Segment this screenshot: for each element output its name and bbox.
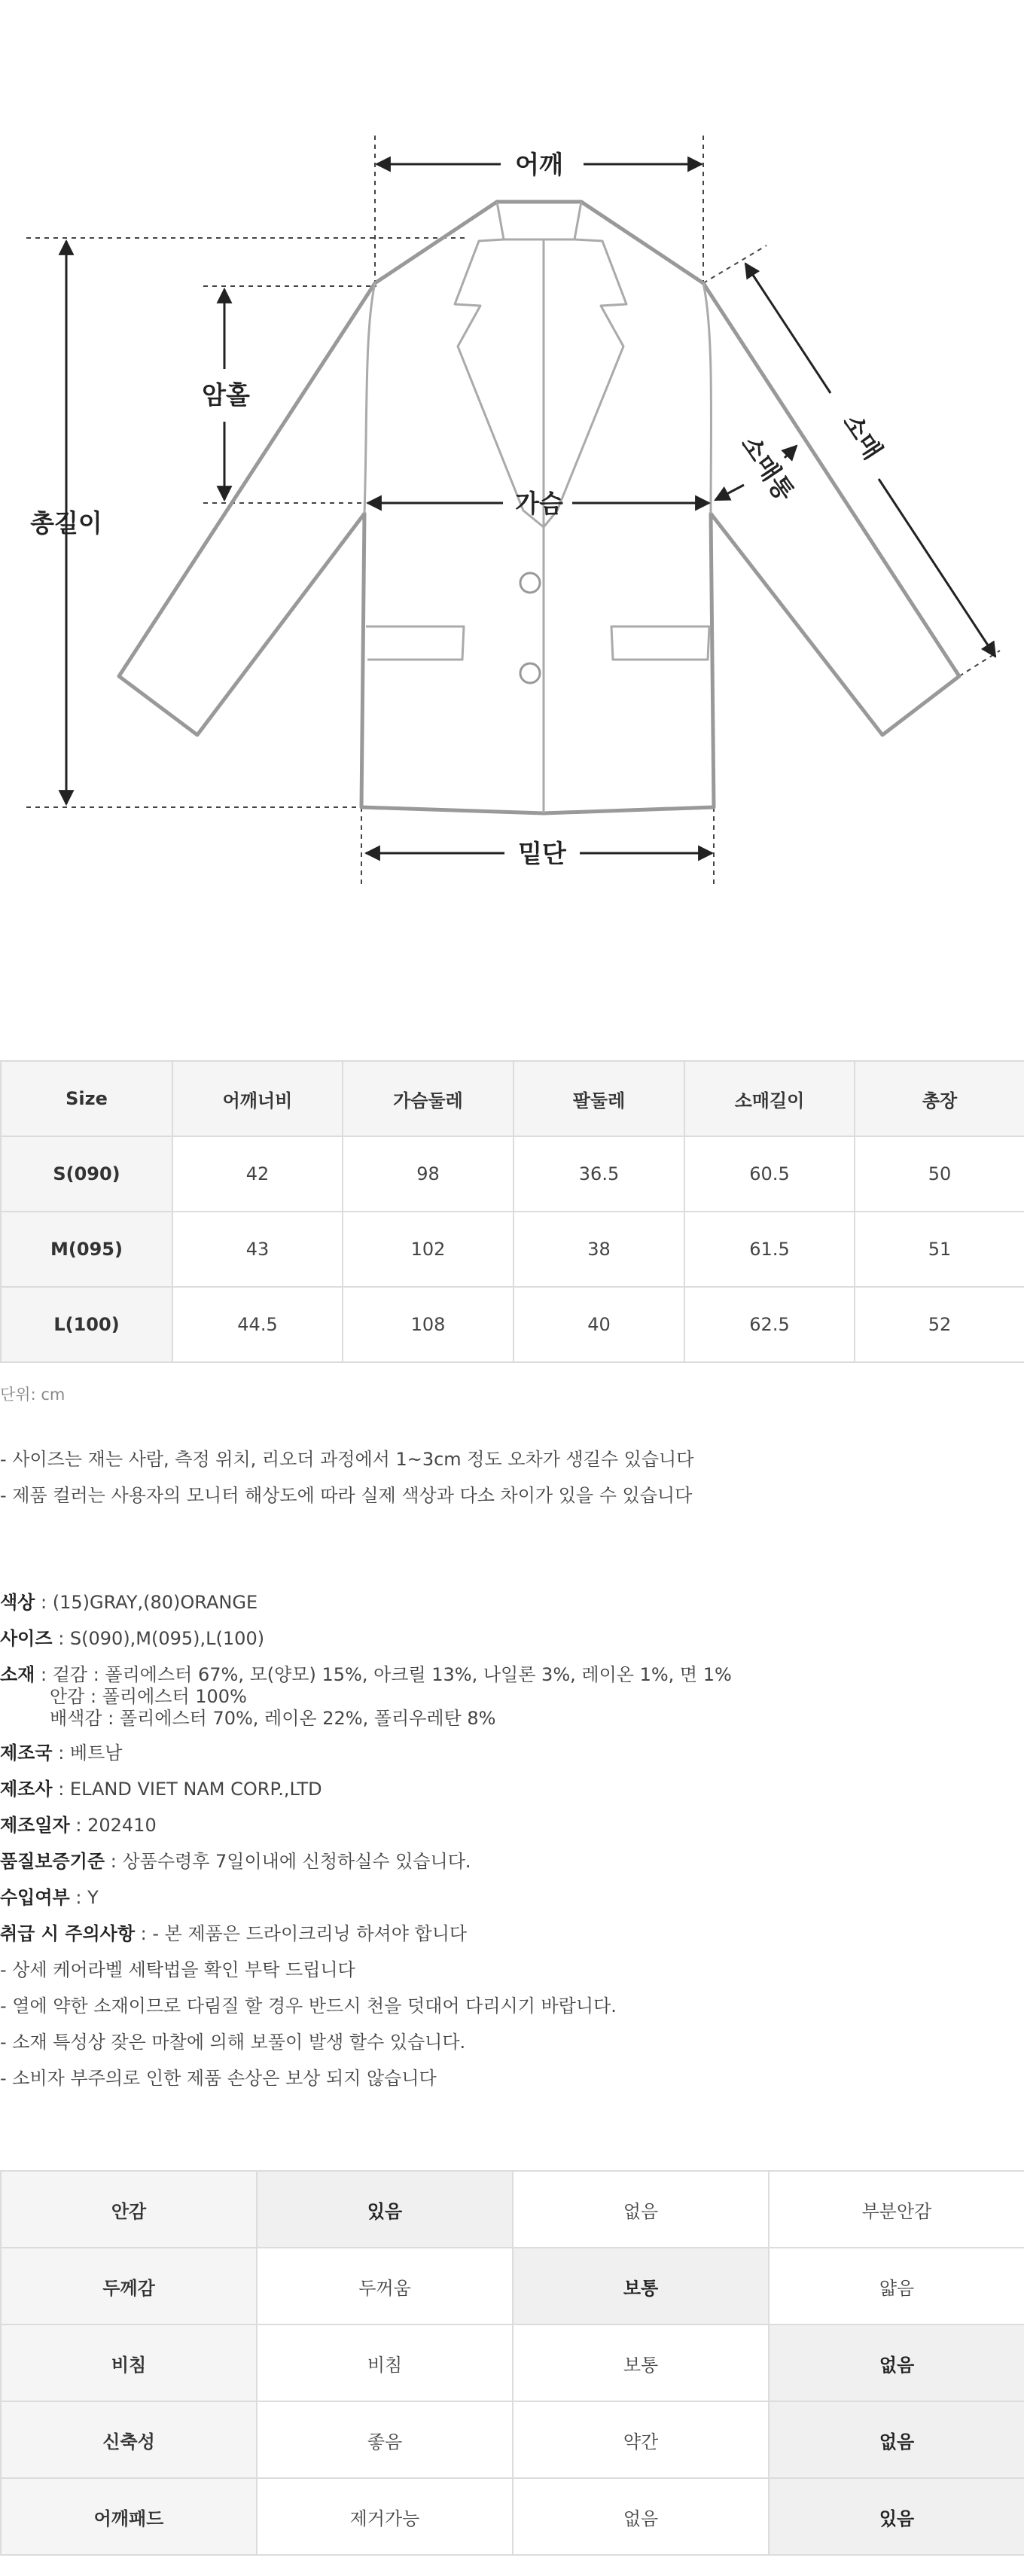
info-value: : 202410 <box>69 1815 157 1836</box>
care-line: - 소비자 부주의로 인한 제품 손상은 보상 되지 않습니다 <box>0 2068 437 2089</box>
info-row-warranty <box>0 1843 732 1879</box>
table-header-cell: 소매길이 <box>684 1061 855 1136</box>
info-label: 제조국 <box>0 1742 53 1764</box>
label-sleeve: 소매 <box>837 408 888 465</box>
info-value: : ELAND VIET NAM CORP.,LTD <box>52 1779 322 1800</box>
button-icon <box>520 663 540 683</box>
size-label-cell: M(095) <box>1 1212 172 1287</box>
table-cell: 60.5 <box>684 1136 855 1212</box>
table-cell: 61.5 <box>684 1212 855 1287</box>
attribute-option: 부분안감 <box>769 2171 1024 2248</box>
attribute-label: 안감 <box>1 2171 257 2248</box>
product-info <box>0 1584 732 2096</box>
attribute-option: 비침 <box>257 2324 513 2401</box>
table-header-cell: Size <box>1 1061 172 1136</box>
attribute-option: 좋음 <box>257 2401 513 2478</box>
attribute-label: 비침 <box>1 2324 257 2401</box>
table-cell: 44.5 <box>172 1287 343 1362</box>
attribute-option: 보통 <box>513 2324 769 2401</box>
jacket-measurement-diagram <box>0 0 1024 964</box>
info-value: : 겉감 : 폴리에스터 67%, 모(양모) 15%, 아크릴 13%, 나일론 3%, 레이온 1%, 면 1% <box>35 1664 732 1685</box>
info-label: 취급 시 주의사항 <box>0 1923 135 1944</box>
info-row-import <box>0 1879 732 1916</box>
info-row-care <box>0 1916 732 1952</box>
table-cell: 62.5 <box>684 1287 855 1362</box>
care-line: - 소재 특성상 잦은 마찰에 의해 보풀이 발생 할수 있습니다. <box>0 2032 466 2053</box>
note-line: - 사이즈는 재는 사람, 측정 위치, 리오더 과정에서 1~3cm 정도 오차가 생길수 있습니다 <box>0 1449 694 1470</box>
attribute-option: 보통 <box>513 2248 769 2324</box>
table-cell: 43 <box>172 1212 343 1287</box>
attribute-label: 어깨패드 <box>1 2478 257 2555</box>
table-header-cell: 가슴둘레 <box>343 1061 514 1136</box>
label-sleeve-width: 소매통 <box>735 430 800 507</box>
table-row <box>1 1136 1024 1212</box>
buttons <box>520 573 540 683</box>
note-line: - 제품 컬러는 사용자의 모니터 해상도에 따라 실제 색상과 다소 차이가 있을 수 있습니다 <box>0 1485 693 1506</box>
attribute-row <box>1 2401 1024 2478</box>
info-label: 수입여부 <box>0 1887 70 1908</box>
info-row-date <box>0 1807 732 1843</box>
table-cell: 50 <box>855 1136 1024 1212</box>
attribute-row <box>1 2248 1024 2324</box>
care-line: - 상세 케어라벨 세탁법을 확인 부탁 드립니다 <box>0 1959 355 1980</box>
info-label: 제조사 <box>0 1779 53 1800</box>
label-hem: 밑단 <box>518 839 566 868</box>
table-header-row <box>1 1061 1024 1136</box>
info-label: 색상 <box>0 1592 35 1613</box>
table-row <box>1 1287 1024 1362</box>
size-table <box>0 1060 1024 1363</box>
attribute-option: 제거가능 <box>257 2478 513 2555</box>
table-header-cell: 총장 <box>855 1061 1024 1136</box>
table-cell: 98 <box>343 1136 514 1212</box>
attribute-option: 없음 <box>769 2324 1024 2401</box>
attribute-option: 약간 <box>513 2401 769 2478</box>
label-armhole: 암홀 <box>202 380 250 410</box>
label-chest: 가슴 <box>515 489 563 518</box>
info-value: : - 본 제품은 드라이크리닝 하셔야 합니다 <box>135 1923 468 1944</box>
info-value: : (15)GRAY,(80)ORANGE <box>35 1592 258 1613</box>
info-label: 사이즈 <box>0 1628 53 1649</box>
attribute-option: 없음 <box>513 2171 769 2248</box>
info-row-material <box>0 1657 732 1735</box>
info-label: 소재 <box>0 1664 35 1685</box>
table-cell: 108 <box>343 1287 514 1362</box>
attribute-table <box>0 2170 1024 2556</box>
table-row <box>1 1212 1024 1287</box>
table-cell: 42 <box>172 1136 343 1212</box>
attribute-option: 두꺼움 <box>257 2248 513 2324</box>
info-row-color <box>0 1584 732 1620</box>
attribute-option: 없음 <box>769 2401 1024 2478</box>
attribute-option: 있음 <box>257 2171 513 2248</box>
info-value: : 상품수령후 7일이내에 신청하실수 있습니다. <box>105 1851 471 1872</box>
care-line: - 열에 약한 소재이므로 다림질 할 경우 반드시 천을 덧대어 다리시기 바랍니다. <box>0 1995 617 2017</box>
table-cell: 40 <box>514 1287 684 1362</box>
attribute-row <box>1 2478 1024 2555</box>
table-cell: 102 <box>343 1212 514 1287</box>
info-label: 품질보증기준 <box>0 1851 105 1872</box>
label-shoulder: 어깨 <box>515 150 563 179</box>
size-notes <box>0 1441 693 1514</box>
info-value: 배색감 : 폴리에스터 70%, 레이온 22%, 폴리우레탄 8% <box>50 1708 496 1729</box>
table-cell: 51 <box>855 1212 1024 1287</box>
attribute-row <box>1 2324 1024 2401</box>
attribute-option: 얇음 <box>769 2248 1024 2324</box>
info-value: : S(090),M(095),L(100) <box>52 1628 265 1649</box>
attribute-row <box>1 2171 1024 2248</box>
attribute-option: 없음 <box>513 2478 769 2555</box>
info-row-maker <box>0 1771 732 1807</box>
info-row-size <box>0 1620 732 1657</box>
label-total-length: 총길이 <box>30 508 102 538</box>
table-cell: 38 <box>514 1212 684 1287</box>
size-label-cell: S(090) <box>1 1136 172 1212</box>
info-value: : Y <box>69 1887 99 1908</box>
info-label: 제조일자 <box>0 1815 70 1836</box>
unit-note: 단위: cm <box>0 1386 66 1404</box>
table-cell: 52 <box>855 1287 1024 1362</box>
attribute-label: 신축성 <box>1 2401 257 2478</box>
table-cell: 36.5 <box>514 1136 684 1212</box>
size-diagram <box>0 0 1024 964</box>
attribute-option: 있음 <box>769 2478 1024 2555</box>
button-icon <box>520 573 540 593</box>
attribute-label: 두께감 <box>1 2248 257 2324</box>
info-row-country <box>0 1735 732 1771</box>
table-header-cell: 팔둘레 <box>514 1061 684 1136</box>
size-label-cell: L(100) <box>1 1287 172 1362</box>
info-value: : 베트남 <box>52 1742 123 1764</box>
table-header-cell: 어깨너비 <box>172 1061 343 1136</box>
info-value: 안감 : 폴리에스터 100% <box>50 1686 247 1707</box>
